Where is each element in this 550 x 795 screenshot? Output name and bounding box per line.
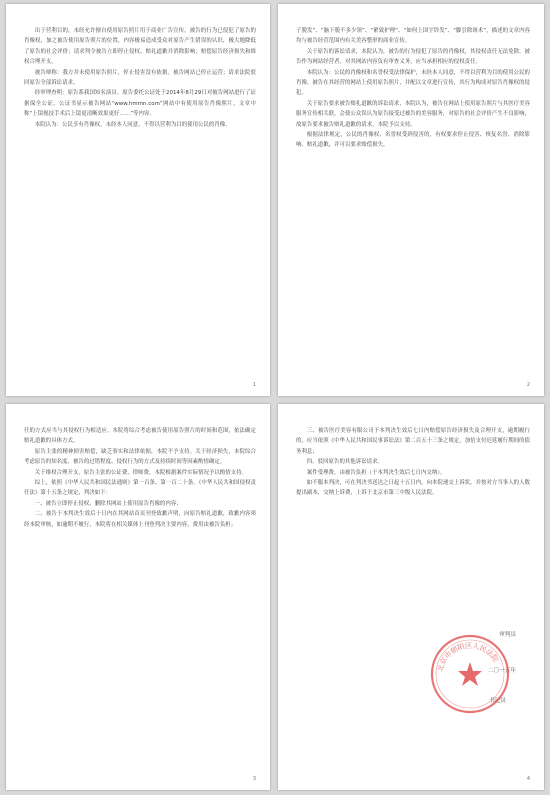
paragraph: 本院认为：公民的肖像权和名誉权受法律保护，未经本人同意，不得以营利为目的使用公民的肖像。被告在其经营的网站上使用原告照片，并配以文章进行宣传，其行为构成对原告肖像权的侵犯。 <box>296 69 530 97</box>
paragraph: 关于原告要求被告赔礼道歉的诉讼请求，本院认为，被告在网站上使用原告照片与其医疗美容服务宣传相关联，会使公众误认为原告接受过被告的美容服务，对原告的社会评价产生不良影响，故原告要求被告赔礼道歉的请求，本院予以支持。 <box>296 100 530 128</box>
judgment-item: 四、驳回原告的其他诉讼请求。 <box>306 459 383 466</box>
page-body <box>24 426 256 530</box>
paragraph: 原告主张的精神损害赔偿，缺乏事实和法律依据，本院不予支持。关于经济损失，本院综合考虑原告的知名度、被告的过错程度、侵权行为的方式及持续时间等因素酌情确定。 <box>24 448 256 466</box>
court-seal-text: 北京市朝阳区人民法院 <box>436 641 500 673</box>
paragraph: 经审理查明：原告系我国知名演员。原告委托公证处于2014年8月29日对被告网站进行了证据保全公证，公证书显示被告网站“www.hmmn.com”网站中有使用原告肖像照片，文章中称“上镜视技手术后上镜更清晰效果更好……”等内容。 <box>24 90 256 118</box>
document-page-1 <box>6 4 270 396</box>
judgment-date: 二〇一五年 <box>488 668 516 674</box>
document-page-2 <box>278 4 544 396</box>
page-number: 1 <box>252 382 256 388</box>
paragraph: 根据法律规定，公民的肖像权、名誉权受到侵害的，有权要求停止侵害、恢复名誉、消除影响、赔礼道歉，并可以要求赔偿损失。 <box>296 132 530 149</box>
clerk-signature: 书记员 <box>489 698 506 704</box>
page-body <box>296 26 530 151</box>
paragraph: 出于营利目的，未经允许擅自使用原告照片用于商业广告宣传，被告的行为已侵犯了原告的肖像权，加之被告使用原告照片的位置，内容极易造成受众对原告产生错误的认识，极大地降低了原告的社会评价；请求判令被告立即停止侵权、赔礼道歉并消除影响；赔偿原告经济损失和维权合理开支。 <box>24 28 256 66</box>
judgment-item: 一、被告立即停止侵权，删除其网站上使用原告肖像的内容； <box>34 500 182 507</box>
page-body <box>296 426 530 499</box>
document-page-3 <box>6 404 270 790</box>
judgment-item: 三、被告医疗美容有限公司于本判决生效后七日内赔偿原告经济损失及合理开支，逾期履行的，应当依照《中华人民共和国民事诉讼法》第二百五十三条之规定，加倍支付迟延履行期间的债务利息； <box>296 428 530 455</box>
page-body <box>24 26 256 130</box>
document-page-4 <box>278 404 544 790</box>
paragraph: 如不服本判决，可在判决书送达之日起十五日内，向本院递交上诉状，并按对方当事人的人数提出副本，交纳上诉费，上诉于北京市第三中级人民法院。 <box>296 480 530 497</box>
paragraph: 关于原告的诉讼请求，本院认为，被告的行为侵犯了原告的肖像权，其侵权责任无法免除。被告作为网站经营者，对其网站内容负有审查义务，应当承担相应的侵权责任。 <box>296 48 530 66</box>
court-seal-icon <box>428 632 512 716</box>
judge-signature: 审判员 <box>499 632 516 638</box>
judgment-item: 二、被告于本判决生效后十日内在其网站首页刊登致歉声明，向原告赔礼道歉，致歉内容须经本院审核，如逾期不履行，本院将在相关媒体上刊登判决主要内容，费用由被告负担； <box>24 511 256 528</box>
paragraph: 任的方式应当与其侵权行为相适应。本院将综合考虑被告使用原告照片的时间和范围，依法确定赔礼道歉的具体方式。 <box>24 428 256 445</box>
page-number: 2 <box>526 382 530 388</box>
page-number: 4 <box>526 776 530 782</box>
page-number: 3 <box>252 776 256 782</box>
paragraph: 关于维权合理开支，原告主张的公证费、律师费，本院根据案件实际情况予以酌情支持。 <box>34 469 247 476</box>
paragraph: 本院认为：公民享有肖像权，未经本人同意，不得以营利为目的使用公民的肖像。 <box>34 121 231 128</box>
paragraph: 综上，依照《中华人民共和国民法通则》第一百条、第一百二十条，《中华人民共和国侵权责任法》第十五条之规定，判决如下： <box>24 480 256 497</box>
paragraph: 案件受理费，由被告负担（于本判决生效后七日内交纳）。 <box>306 469 446 476</box>
paragraph: 被告辩称：我方并未使用原告照片，停止侵害没有依据。被告网站已停止运营；请求法院驳回原告全部诉讼请求。 <box>24 69 256 87</box>
paragraph: 子脱发”、“脑下脱不多少领”、“紧致护理”、“如何上国字铃发”、“脚引除斑术”，描述的文章内容均与被告经营范围内有关美容整形的商业宣传。 <box>296 28 530 45</box>
